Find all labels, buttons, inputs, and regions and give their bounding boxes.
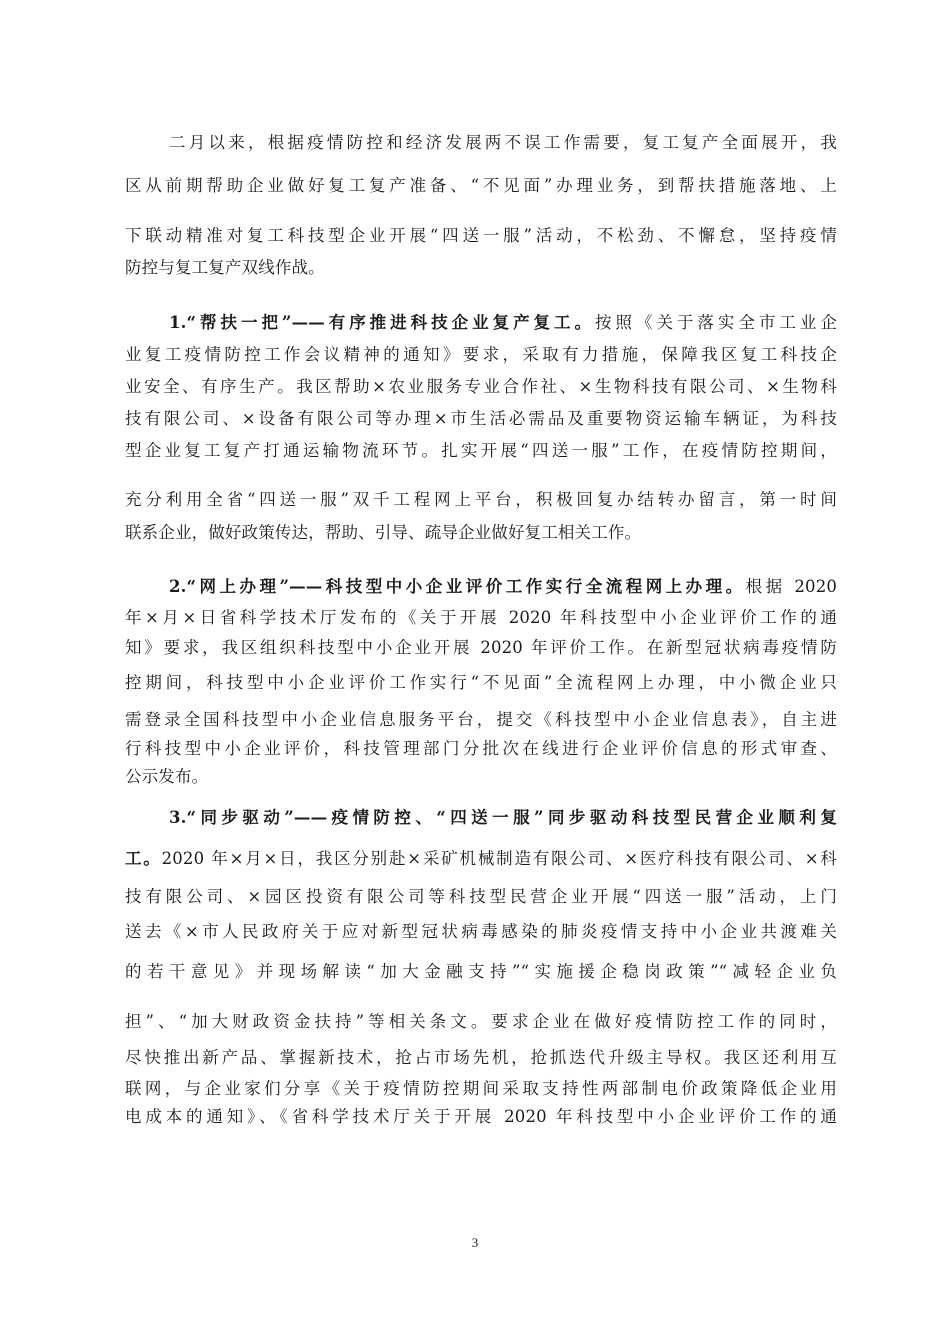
paragraph-intro-line-1: 二月以来，根据疫情防控和经济发展两不误工作需要，复工复产全面展开，我	[169, 133, 837, 152]
section-1-line-5: 型企业复工复产打通运输物流环节。扎实开展“四送一服”工作，在疫情防控期间，	[125, 441, 837, 460]
section-1-line-2: 业复工疫情防控工作会议精神的通知》要求，采取有力措施，保障我区复工科技企	[125, 345, 837, 364]
paragraph-intro-line-3: 下联动精准对复工科技型企业开展“四送一服”活动，不松劲、不懈怠，坚持疫情	[125, 226, 837, 245]
paragraph-intro-line-2: 区从前期帮助企业做好复工复产准备、“不见面”办理业务，到帮扶措施落地、上	[125, 176, 837, 195]
section-1-first-line	[169, 311, 837, 335]
section-3-heading: 3.“同步驱动”——疫情防控、“四送一服”同步驱动科技型民营企业顺利复	[169, 808, 837, 827]
section-2-first-line-text: 根据 2020	[745, 577, 837, 596]
section-2-line-5: 需登录全国科技型中小企业信息服务平台，提交《科技型中小企业信息表》，自主进	[125, 710, 837, 729]
section-3-line-2-text: 2020 年×月×日，我区分别赴×采矿机械制造有限公司、×医疗科技有限公司、×科	[161, 849, 837, 868]
section-3-line-5: 的若干意见》并现场解读“加大金融支持”“实施援企稳岗政策”“减轻企业负	[125, 962, 837, 981]
page-number: 3	[471, 1235, 479, 1250]
section-2-heading: 2.“网上办理”——科技型中小企业评价工作实行全流程网上办理。	[169, 577, 746, 596]
section-3-line-3: 技有限公司、×园区投资有限公司等科技型民营企业开展“四送一服”活动，上门	[125, 887, 837, 906]
section-3-line-9: 电成本的通知》、《省科学技术厅关于开展 2020 年科技型中小企业评价工作的通	[125, 1107, 837, 1126]
section-1-heading: 1.“帮扶一把”——有序推进科技企业复产复工。	[169, 313, 595, 332]
section-3-line-8: 联网，与企业家们分享《关于疫情防控期间采取支持性两部制电价政策降低企业用	[125, 1079, 837, 1098]
section-3-line-2	[125, 847, 837, 871]
section-1-line-7: 联系企业，做好政策传达，帮助、引导、疏导企业做好复工相关工作。	[125, 523, 642, 542]
section-2-line-7: 公示发布。	[125, 767, 209, 786]
section-2-line-2: 年×月×日省科学技术厅发布的《关于开展 2020 年科技型中小企业评价工作的通	[125, 608, 837, 627]
section-2-line-6: 行科技型中小企业评价，科技管理部门分批次在线进行企业评价信息的形式审查、	[125, 739, 837, 758]
section-3-line-4: 送去《×市人民政府关于应对新型冠状病毒感染的肺炎疫情支持中小企业共渡难关	[125, 922, 837, 941]
section-2-first-line	[169, 575, 837, 599]
paragraph-intro-line-4: 防控与复工复产双线作战。	[125, 258, 325, 277]
section-1-line-6: 充分利用全省“四送一服”双千工程网上平台，积极回复办结转办留言，第一时间	[125, 490, 837, 509]
section-1-line-4: 技有限公司、×设备有限公司等办理×市生活必需品及重要物资运输车辆证，为科技	[125, 409, 837, 428]
section-1-first-line-text: 按照《关于落实全市工业企	[595, 313, 837, 332]
section-3-heading-continued: 工。	[125, 849, 162, 868]
section-1-line-3: 业安全、有序生产。我区帮助×农业服务专业合作社、×生物科技有限公司、×生物科	[125, 377, 837, 396]
section-2-line-4: 控期间，科技型中小企业评价工作实行“不见面”全流程网上办理，中小微企业只	[125, 673, 837, 692]
section-3-line-6: 担”、“加大财政资金扶持”等相关条文。要求企业在做好疫情防控工作的同时，	[125, 1012, 837, 1031]
section-2-line-3: 知》要求，我区组织科技型中小企业开展 2020 年评价工作。在新型冠状病毒疫情防	[125, 638, 837, 657]
section-3-line-7: 尽快推出新产品、掌握新技术，抢占市场先机，抢抓迭代升级主导权。我区还利用互	[125, 1048, 837, 1067]
